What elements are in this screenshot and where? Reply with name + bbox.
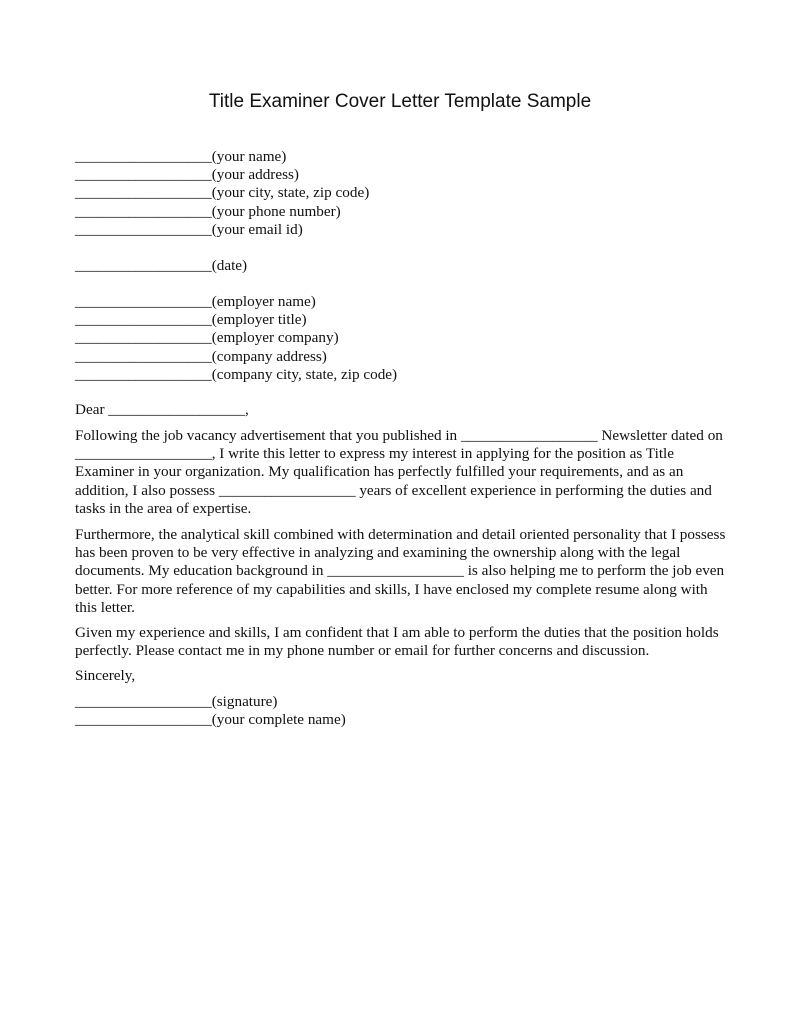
paragraph-closing: Given my experience and skills, I am confident that I am able to perform the duties that the position holds perfectly. Please contact me in my phone number or email for further concerns and discussion. <box>75 624 719 660</box>
date-block <box>75 257 735 275</box>
closing-block <box>75 667 735 685</box>
signature-block <box>75 693 735 729</box>
signature-line: __________________(signature) <box>75 693 278 710</box>
complete-name-line: __________________(your complete name) <box>75 711 346 729</box>
sender-address-line: __________________(your address) <box>75 166 299 184</box>
sender-phone-line: __________________(your phone number) <box>75 202 341 220</box>
document-title: Title Examiner Cover Letter Template Sample <box>208 91 592 112</box>
employer-company-line: __________________(employer company) <box>75 329 339 347</box>
company-city-line: __________________(company city, state, zip code) <box>75 365 398 383</box>
closing: Sincerely, <box>75 667 136 684</box>
paragraph-intro: Following the job vacancy advertisement that you published in __________________ Newsletter dated on __________________, I write this letter to express my interest in applying for the position as Title Examiner in your organization. My qualification has perfectly fulfilled your requirements, and as an addition, I also possess __________________ years of excellent experience in performing the duties and tasks in the area of expertise. <box>75 427 723 517</box>
employer-name-line: __________________(employer name) <box>75 293 316 310</box>
salutation: Dear __________________, <box>75 401 249 418</box>
sender-name-line: __________________(your name) <box>75 148 287 165</box>
company-address-line: __________________(company address) <box>75 347 327 365</box>
employer-title-line: __________________(employer title) <box>75 311 307 329</box>
salutation-block <box>75 401 735 419</box>
employer-block <box>75 293 735 384</box>
date-line: __________________(date) <box>75 257 248 274</box>
sender-block <box>75 148 735 239</box>
paragraph-qualifications: Furthermore, the analytical skill combined with determination and detail oriented personality that I possess has been proven to be very effective in analyzing and examining the ownership along with the legal documents. My education background in __________________ is also helping me to perform the job even better. For more reference of my capabilities and skills, I have enclosed my complete resume along with this letter. <box>75 526 726 616</box>
sender-city-line: __________________(your city, state, zip code) <box>75 184 370 202</box>
sender-email-line: __________________(your email id) <box>75 220 303 238</box>
